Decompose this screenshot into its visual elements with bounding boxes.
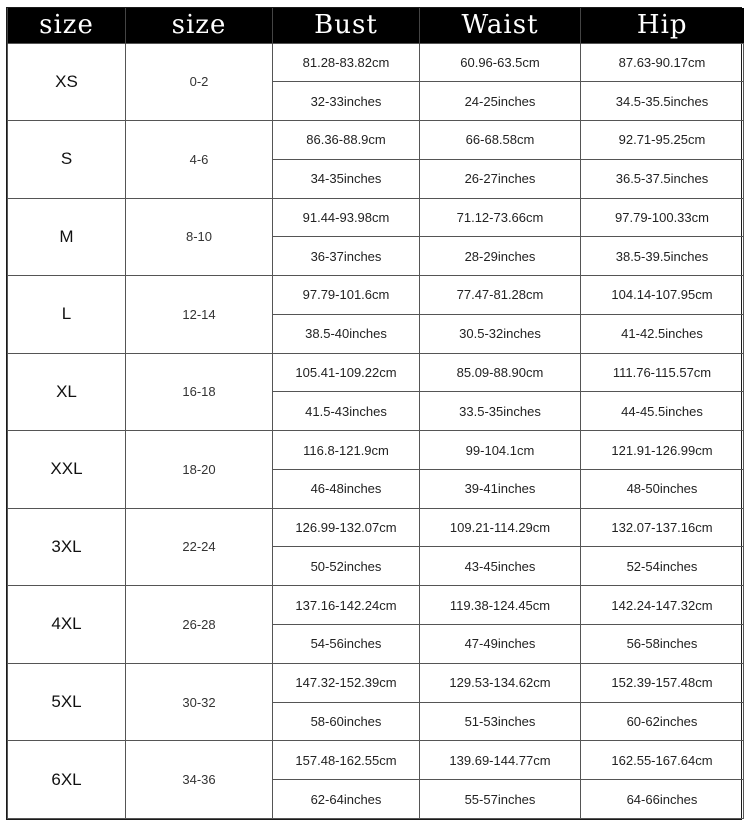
size-label-cell: XS [8, 43, 126, 121]
hip-inches-cell: 44-45.5inches [581, 392, 744, 431]
bust-cm-cell: 137.16-142.24cm [273, 586, 420, 625]
bust-cm-cell: 81.28-83.82cm [273, 43, 420, 82]
waist-cm-cell: 66-68.58cm [420, 121, 581, 160]
waist-inches-cell: 51-53inches [420, 702, 581, 741]
hip-cm-cell: 152.39-157.48cm [581, 663, 744, 702]
hip-cm-cell: 162.55-167.64cm [581, 741, 744, 780]
waist-inches-cell: 24-25inches [420, 82, 581, 121]
size-label-cell: L [8, 276, 126, 354]
hip-inches-cell: 56-58inches [581, 624, 744, 663]
hip-cm-cell: 92.71-95.25cm [581, 121, 744, 160]
table-row [8, 276, 744, 315]
size-label-cell: 3XL [8, 508, 126, 586]
table-row [8, 431, 744, 470]
bust-inches-cell: 36-37inches [273, 237, 420, 276]
hip-cm-cell: 121.91-126.99cm [581, 431, 744, 470]
hip-cm-cell: 111.76-115.57cm [581, 353, 744, 392]
waist-cm-cell: 85.09-88.90cm [420, 353, 581, 392]
waist-cm-cell: 60.96-63.5cm [420, 43, 581, 82]
bust-inches-cell: 46-48inches [273, 469, 420, 508]
hip-inches-cell: 48-50inches [581, 469, 744, 508]
bust-inches-cell: 38.5-40inches [273, 314, 420, 353]
waist-cm-cell: 109.21-114.29cm [420, 508, 581, 547]
table-body [8, 43, 744, 819]
hip-cm-cell: 142.24-147.32cm [581, 586, 744, 625]
hip-cm-cell: 87.63-90.17cm [581, 43, 744, 82]
hip-inches-cell: 41-42.5inches [581, 314, 744, 353]
bust-inches-cell: 54-56inches [273, 624, 420, 663]
bust-inches-cell: 41.5-43inches [273, 392, 420, 431]
waist-inches-cell: 28-29inches [420, 237, 581, 276]
header-bust: Bust [273, 8, 420, 43]
waist-cm-cell: 77.47-81.28cm [420, 276, 581, 315]
table-row [8, 121, 744, 160]
bust-inches-cell: 50-52inches [273, 547, 420, 586]
waist-cm-cell: 129.53-134.62cm [420, 663, 581, 702]
hip-inches-cell: 64-66inches [581, 780, 744, 819]
hip-inches-cell: 52-54inches [581, 547, 744, 586]
size-number-cell: 4-6 [126, 121, 273, 199]
table-row [8, 353, 744, 392]
waist-inches-cell: 26-27inches [420, 159, 581, 198]
size-number-cell: 18-20 [126, 431, 273, 509]
hip-cm-cell: 97.79-100.33cm [581, 198, 744, 237]
size-number-cell: 16-18 [126, 353, 273, 431]
size-number-cell: 12-14 [126, 276, 273, 354]
bust-cm-cell: 91.44-93.98cm [273, 198, 420, 237]
table-header [8, 8, 744, 43]
size-number-cell: 30-32 [126, 663, 273, 741]
bust-inches-cell: 34-35inches [273, 159, 420, 198]
table-row [8, 586, 744, 625]
waist-inches-cell: 30.5-32inches [420, 314, 581, 353]
bust-cm-cell: 105.41-109.22cm [273, 353, 420, 392]
size-label-cell: 6XL [8, 741, 126, 819]
bust-cm-cell: 157.48-162.55cm [273, 741, 420, 780]
bust-cm-cell: 86.36-88.9cm [273, 121, 420, 160]
waist-inches-cell: 39-41inches [420, 469, 581, 508]
size-number-cell: 22-24 [126, 508, 273, 586]
waist-cm-cell: 71.12-73.66cm [420, 198, 581, 237]
bust-cm-cell: 97.79-101.6cm [273, 276, 420, 315]
bust-inches-cell: 62-64inches [273, 780, 420, 819]
table-row [8, 198, 744, 237]
table-row [8, 741, 744, 780]
waist-cm-cell: 119.38-124.45cm [420, 586, 581, 625]
hip-inches-cell: 36.5-37.5inches [581, 159, 744, 198]
size-label-cell: S [8, 121, 126, 199]
size-number-cell: 34-36 [126, 741, 273, 819]
header-size-label: size [8, 8, 126, 43]
bust-cm-cell: 147.32-152.39cm [273, 663, 420, 702]
size-label-cell: XXL [8, 431, 126, 509]
size-label-cell: 4XL [8, 586, 126, 664]
hip-cm-cell: 132.07-137.16cm [581, 508, 744, 547]
bust-inches-cell: 32-33inches [273, 82, 420, 121]
size-chart [6, 7, 742, 820]
size-label-cell: M [8, 198, 126, 276]
bust-cm-cell: 116.8-121.9cm [273, 431, 420, 470]
hip-cm-cell: 104.14-107.95cm [581, 276, 744, 315]
bust-cm-cell: 126.99-132.07cm [273, 508, 420, 547]
waist-inches-cell: 55-57inches [420, 780, 581, 819]
hip-inches-cell: 38.5-39.5inches [581, 237, 744, 276]
waist-inches-cell: 43-45inches [420, 547, 581, 586]
header-hip: Hip [581, 8, 744, 43]
hip-inches-cell: 34.5-35.5inches [581, 82, 744, 121]
size-label-cell: XL [8, 353, 126, 431]
table-row [8, 43, 744, 82]
size-number-cell: 0-2 [126, 43, 273, 121]
bust-inches-cell: 58-60inches [273, 702, 420, 741]
size-chart-table [7, 8, 744, 819]
waist-inches-cell: 33.5-35inches [420, 392, 581, 431]
size-number-cell: 26-28 [126, 586, 273, 664]
table-row [8, 508, 744, 547]
hip-inches-cell: 60-62inches [581, 702, 744, 741]
waist-cm-cell: 139.69-144.77cm [420, 741, 581, 780]
table-row [8, 663, 744, 702]
size-number-cell: 8-10 [126, 198, 273, 276]
waist-cm-cell: 99-104.1cm [420, 431, 581, 470]
waist-inches-cell: 47-49inches [420, 624, 581, 663]
header-row [8, 8, 744, 43]
header-waist: Waist [420, 8, 581, 43]
size-label-cell: 5XL [8, 663, 126, 741]
header-size-number: size [126, 8, 273, 43]
